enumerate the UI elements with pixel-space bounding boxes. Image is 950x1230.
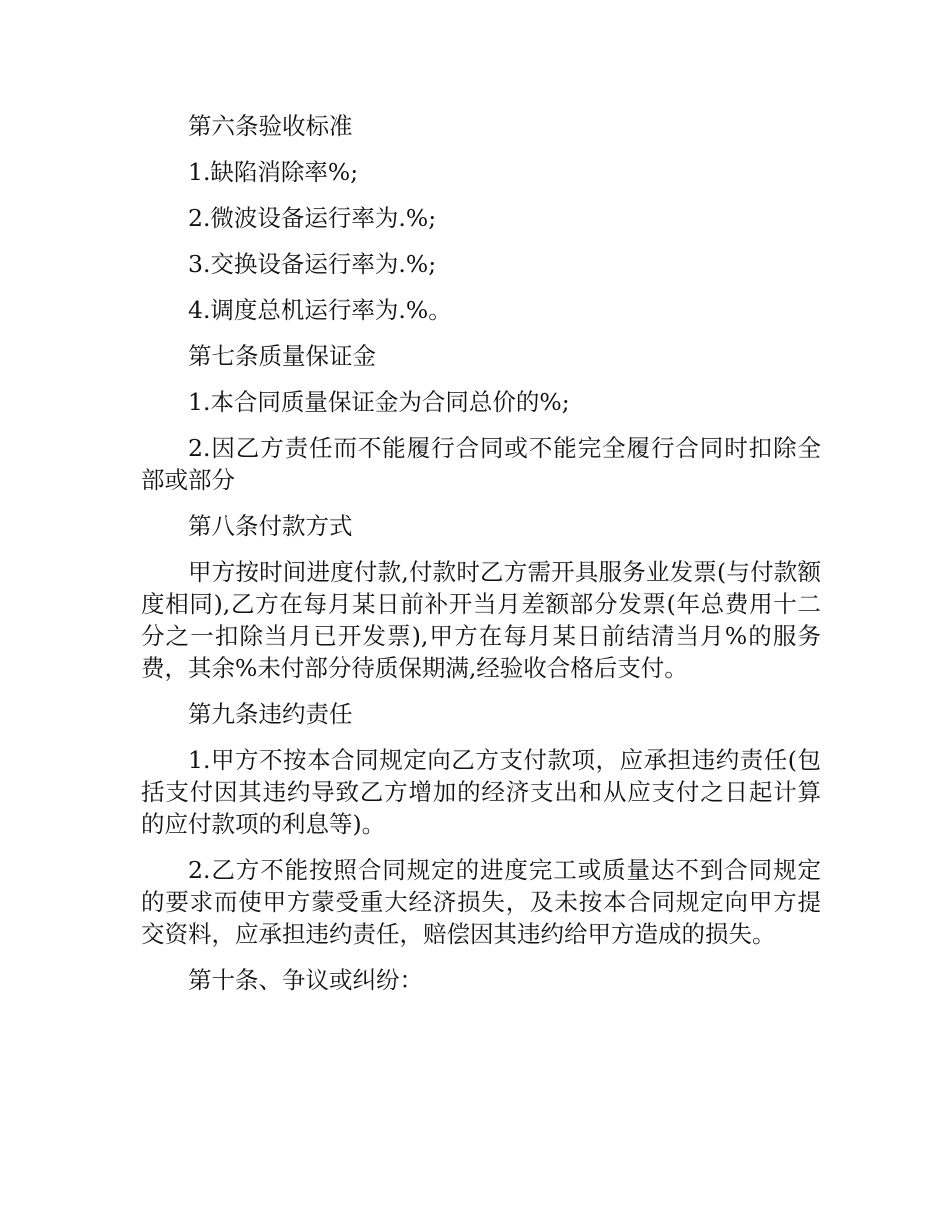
clause-deposit-percentage: 1.本合同质量保证金为合同总价的%; [188, 388, 570, 416]
section-heading-acceptance-standards: 第六条验收标准 [188, 112, 353, 140]
clause-defect-elimination-rate: 1.缺陷消除率%; [188, 158, 359, 186]
clause-microwave-equipment-rate: 2.微波设备运行率为.%; [188, 204, 437, 232]
section-heading-liability: 第九条违约责任 [188, 700, 353, 728]
clause-deposit-deduction: 2.因乙方责任而不能履行合同或不能完全履行合同时扣除全部或部分 [141, 434, 821, 494]
clause-switching-equipment-rate: 3.交换设备运行率为.%; [188, 250, 437, 278]
clause-dispatch-switchboard-rate: 4.调度总机运行率为.%。 [188, 296, 452, 324]
clause-party-a-liability: 1.甲方不按本合同规定向乙方支付款项，应承担违约责任(包括支付因其违约导致乙方增加的经济支出和从应支付之日起计算的应付款项的利息等)。 [141, 746, 821, 838]
section-heading-payment-method: 第八条付款方式 [188, 512, 353, 540]
clause-party-b-liability: 2.乙方不能按照合同规定的进度完工或质量达不到合同规定的要求而使甲方蒙受重大经济损失，及未按本合同规定向甲方提交资料，应承担违约责任，赔偿因其违约给甲方造成的损失。 [141, 856, 821, 948]
section-heading-quality-deposit: 第七条质量保证金 [188, 342, 376, 370]
section-heading-disputes: 第十条、争议或纠纷： [188, 966, 423, 994]
clause-payment-terms: 甲方按时间进度付款,付款时乙方需开具服务业发票(与付款额度相同),乙方在每月某日前补开当月差额部分发票(年总费用十二分之一扣除当月已开发票),甲方在每月某日前结清当月%的服务费，其余%未付部分待质保期满,经验收合格后支付。 [141, 558, 821, 682]
document-body [141, 110, 821, 1010]
